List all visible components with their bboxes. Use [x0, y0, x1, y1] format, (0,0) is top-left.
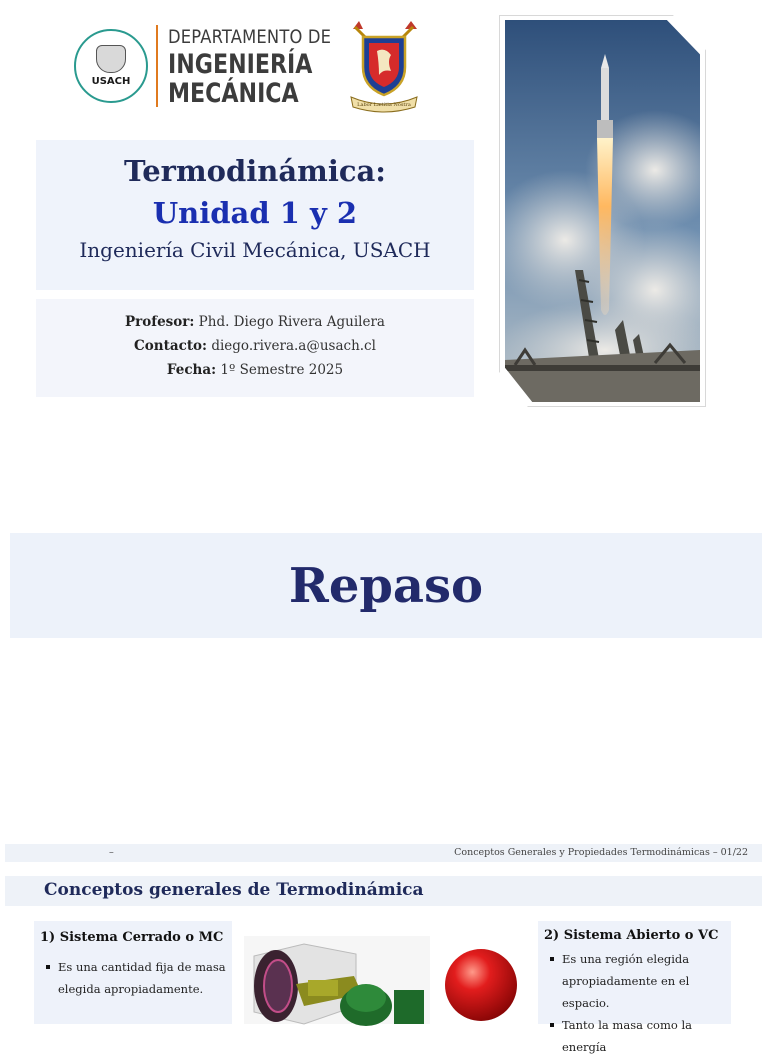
date-row	[36, 360, 474, 381]
control-volume-sphere	[432, 938, 532, 1024]
date-label: Fecha:	[166, 362, 217, 378]
department-line-1: DEPARTAMENTO DE	[168, 26, 332, 48]
open-system-bullet: Tanto la masa como la energía	[544, 1014, 731, 1058]
slide-page-label: Conceptos Generales y Propiedades Termodinámicas – 01/22	[454, 847, 748, 858]
section-title-band	[5, 876, 762, 906]
closed-system-bullet: Es una cantidad fija de masa elegida apropiadamente.	[40, 956, 232, 1000]
usach-logo-text: USACH	[91, 76, 131, 87]
usach-logo	[74, 29, 148, 103]
contact-value: diego.rivera.a@usach.cl	[207, 338, 376, 354]
open-system-card	[538, 921, 731, 1054]
department-line-3: MECÁNICA	[168, 78, 299, 109]
closed-system-heading: 1) Sistema Cerrado o MC	[40, 930, 224, 945]
open-system-bullets	[544, 948, 731, 1058]
rocket-launch-photo	[505, 20, 700, 402]
title-box	[36, 140, 474, 290]
department-separator	[156, 25, 158, 107]
closed-system-card	[34, 921, 232, 1024]
closed-system-bullets	[40, 956, 232, 1000]
open-system-bullet: Es una región elegida apropiadamente en el espacio.	[544, 948, 731, 1014]
header-dash: –	[109, 847, 114, 858]
course-title: Termodinámica:	[123, 154, 387, 188]
course-info-box	[36, 299, 474, 397]
usach-seal-icon	[96, 45, 126, 73]
department-logo-text	[168, 28, 358, 107]
repaso-banner	[10, 533, 762, 638]
professor-label: Profesor:	[125, 314, 195, 330]
course-units: Unidad 1 y 2	[152, 196, 358, 230]
section-title: Conceptos generales de Termodinámica	[44, 880, 424, 900]
piston-cylinder-diagram	[244, 936, 430, 1024]
program-name: Ingeniería Civil Mecánica, USACH	[79, 238, 431, 262]
repaso-heading: Repaso	[288, 557, 484, 614]
date-value: 1º Semestre 2025	[216, 362, 344, 378]
university-crest-icon	[345, 17, 423, 113]
contact-row	[36, 336, 474, 357]
crest-ribbon-text: Labor Lætitia Nostra	[357, 102, 411, 108]
professor-value: Phd. Diego Rivera Aguilera	[194, 314, 385, 330]
professor-row	[36, 312, 474, 333]
open-system-heading: 2) Sistema Abierto o VC	[544, 928, 719, 943]
department-line-2: INGENIERÍA	[168, 49, 313, 80]
contact-label: Contacto:	[134, 338, 208, 354]
slide-header-bar	[5, 844, 762, 862]
